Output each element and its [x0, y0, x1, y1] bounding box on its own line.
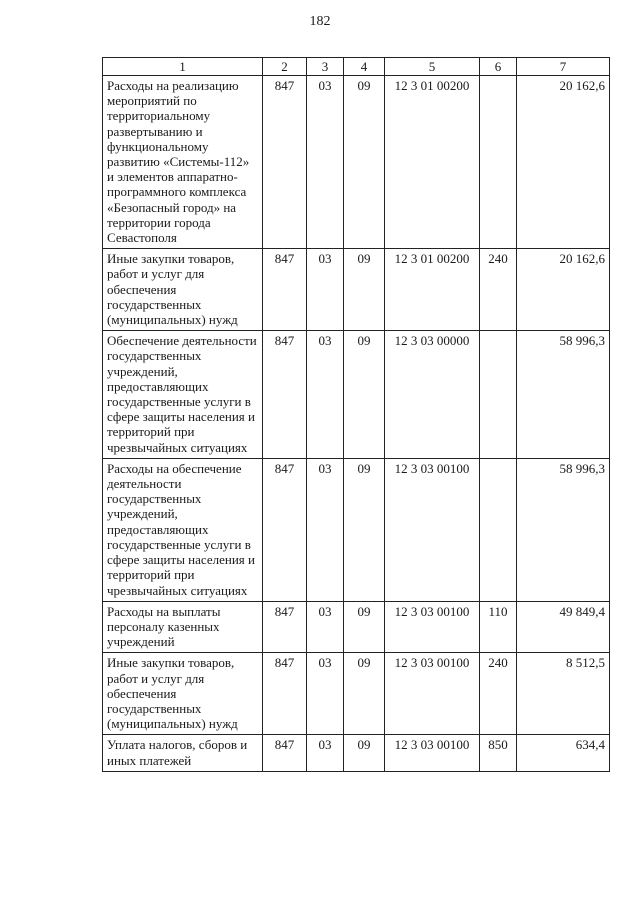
ministry-code-cell: 847 [263, 735, 307, 771]
expense-type-cell [480, 458, 517, 601]
row-name-cell: Уплата налогов, сборов и иных платежей [103, 735, 263, 771]
subsection-code-cell: 09 [344, 653, 385, 735]
ministry-code-cell: 847 [263, 76, 307, 249]
table-row [103, 76, 610, 249]
row-name-cell: Расходы на обеспечение деятельности государственных учреждений, предоставляющих государственные услуги в сфере защиты населения и территорий при чрезвычайных ситуациях [103, 458, 263, 601]
ministry-code-cell: 847 [263, 653, 307, 735]
section-code-cell: 03 [307, 653, 344, 735]
amount-cell: 58 996,3 [517, 331, 610, 459]
ministry-code-cell: 847 [263, 249, 307, 331]
page-number: 182 [309, 14, 331, 29]
target-article-cell: 12 3 03 00100 [385, 458, 480, 601]
table-row [103, 601, 610, 653]
expense-type-cell: 240 [480, 249, 517, 331]
amount-cell: 20 162,6 [517, 76, 610, 249]
amount-cell: 8 512,5 [517, 653, 610, 735]
section-code-cell: 03 [307, 249, 344, 331]
table-row [103, 653, 610, 735]
target-article-cell: 12 3 01 00200 [385, 76, 480, 249]
expense-type-cell: 850 [480, 735, 517, 771]
target-article-cell: 12 3 03 00100 [385, 653, 480, 735]
column-header-3: 3 [307, 58, 344, 76]
expense-type-cell [480, 331, 517, 459]
target-article-cell: 12 3 03 00100 [385, 601, 480, 653]
amount-cell: 49 849,4 [517, 601, 610, 653]
ministry-code-cell: 847 [263, 331, 307, 459]
row-name-cell: Иные закупки товаров, работ и услуг для обеспечения государственных (муниципальных) нужд [103, 653, 263, 735]
table-row [103, 331, 610, 459]
column-header-7: 7 [517, 58, 610, 76]
subsection-code-cell: 09 [344, 331, 385, 459]
section-code-cell: 03 [307, 458, 344, 601]
expense-type-cell: 110 [480, 601, 517, 653]
expense-type-cell: 240 [480, 653, 517, 735]
ministry-code-cell: 847 [263, 601, 307, 653]
section-code-cell: 03 [307, 331, 344, 459]
amount-cell: 634,4 [517, 735, 610, 771]
row-name-cell: Иные закупки товаров, работ и услуг для обеспечения государственных (муниципальных) нужд [103, 249, 263, 331]
section-code-cell: 03 [307, 601, 344, 653]
subsection-code-cell: 09 [344, 76, 385, 249]
column-header-5: 5 [385, 58, 480, 76]
table-row [103, 249, 610, 331]
ministry-code-cell: 847 [263, 458, 307, 601]
subsection-code-cell: 09 [344, 601, 385, 653]
row-name-cell: Расходы на выплаты персоналу казенных учреждений [103, 601, 263, 653]
budget-table [102, 57, 610, 772]
table-row [103, 735, 610, 771]
target-article-cell: 12 3 01 00200 [385, 249, 480, 331]
subsection-code-cell: 09 [344, 249, 385, 331]
section-code-cell: 03 [307, 76, 344, 249]
table-row [103, 458, 610, 601]
row-name-cell: Обеспечение деятельности государственных учреждений, предоставляющих государственные услуги в сфере защиты населения и территорий при чрезвычайных ситуациях [103, 331, 263, 459]
target-article-cell: 12 3 03 00000 [385, 331, 480, 459]
subsection-code-cell: 09 [344, 735, 385, 771]
row-name-cell: Расходы на реализацию мероприятий по территориальному развертыванию и функциональному развитию «Системы-112» и элементов аппаратно-программного комплекса «Безопасный город» на территории города Севастополя [103, 76, 263, 249]
amount-cell: 20 162,6 [517, 249, 610, 331]
column-header-2: 2 [263, 58, 307, 76]
amount-cell: 58 996,3 [517, 458, 610, 601]
table-header-row [103, 58, 610, 76]
expense-type-cell [480, 76, 517, 249]
column-header-4: 4 [344, 58, 385, 76]
column-header-6: 6 [480, 58, 517, 76]
subsection-code-cell: 09 [344, 458, 385, 601]
column-header-1: 1 [103, 58, 263, 76]
target-article-cell: 12 3 03 00100 [385, 735, 480, 771]
section-code-cell: 03 [307, 735, 344, 771]
